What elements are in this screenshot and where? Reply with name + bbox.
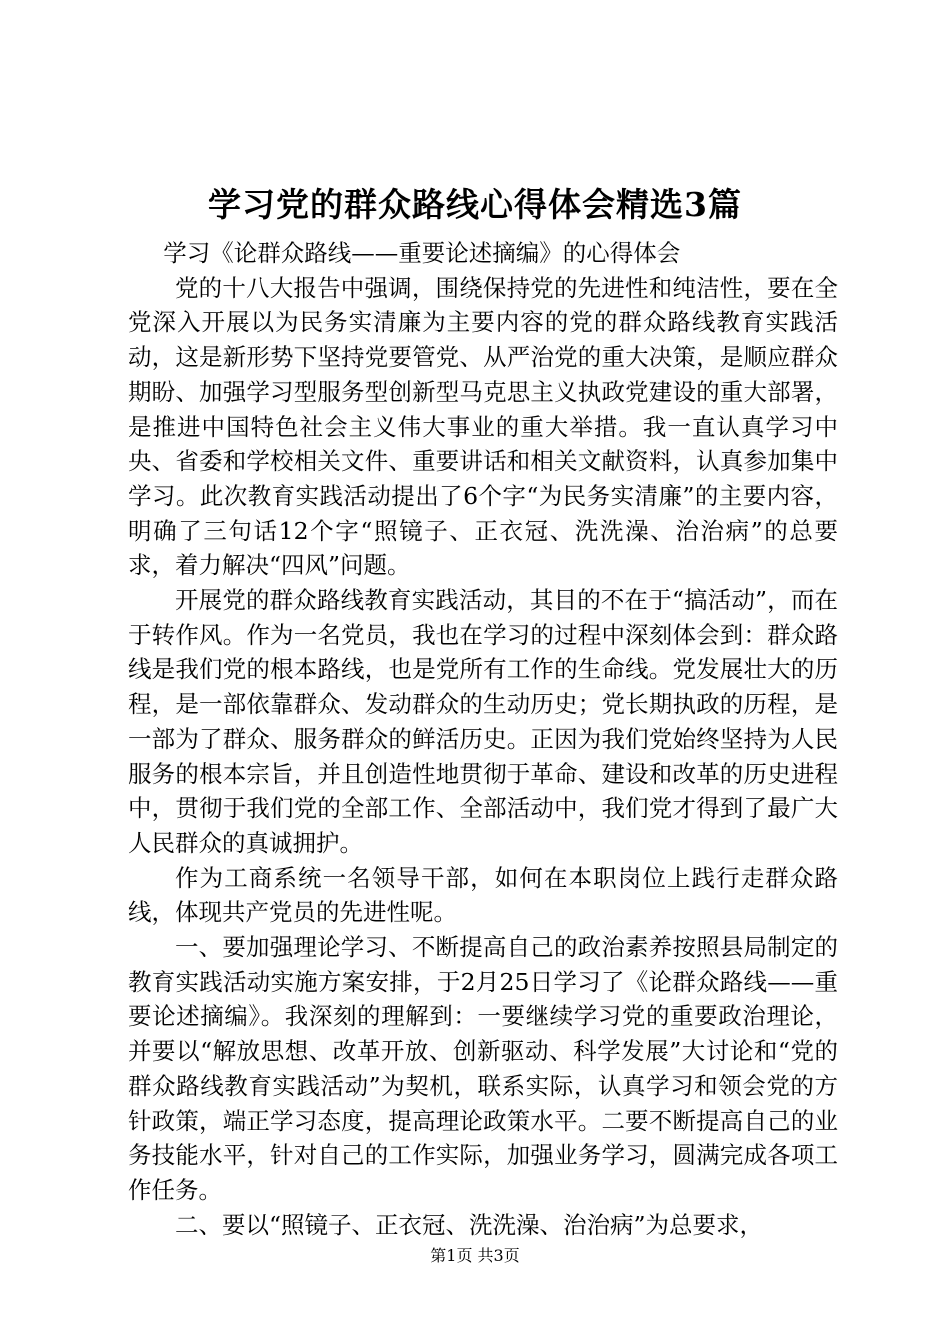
- body-paragraph: 开展党的群众路线教育实践活动，其目的不在于“搞活动”，而在于转作风。作为一名党员，我也在学习的过程中深刻体会到：群众路线是我们党的根本路线，也是党所有工作的生命线。党发展壮大的历程，是一部依靠群众、发动群众的生动历史；党长期执政的历程，是一部为了群众、服务群众的鲜活历史。正因为我们党始终坚持为人民服务的根本宗旨，并且创造性地贯彻于革命、建设和改革的历史进程中，贯彻于我们党的全部工作、全部活动中，我们党才得到了最广大人民群众的真诚拥护。: [128, 586, 838, 857]
- document-title: 学习党的群众路线心得体会精选3篇: [208, 185, 742, 224]
- subtitle-paragraph: 学习《论群众路线——重要论述摘编》的心得体会: [163, 239, 681, 267]
- page-footer: 第1页 共3页: [430, 1246, 520, 1265]
- body-paragraph: 作为工商系统一名领导干部，如何在本职岗位上践行走群众路线，体现共产党员的先进性呢。: [128, 863, 838, 927]
- document-body: [128, 236, 838, 1242]
- body-paragraph: 一、要加强理论学习、不断提高自己的政治素养按照县局制定的教育实践活动实施方案安排，于2月25日学习了《论群众路线——重要论述摘编》。我深刻的理解到：一要继续学习党的重要政治理论，并要以“解放思想、改革开放、创新驱动、科学发展”大讨论和“党的群众路线教育实践活动”为契机，联系实际，认真学习和领会党的方针政策，端正学习态度，提高理论政策水平。二要不断提高自己的业务技能水平，针对自己的工作实际，加强业务学习，圆满完成各项工作任务。: [128, 933, 838, 1204]
- body-paragraph: 二、要以“照镜子、正衣冠、洗洗澡、治治病”为总要求，: [175, 1210, 764, 1239]
- body-paragraph: 党的十八大报告中强调，围绕保持党的先进性和纯洁性，要在全党深入开展以为民务实清廉为主要内容的党的群众路线教育实践活动，这是新形势下坚持党要管党、从严治党的重大决策，是顺应群众期盼、加强学习型服务型创新型马克思主义执政党建设的重大部署，是推进中国特色社会主义伟大事业的重大举措。我一直认真学习中央、省委和学校相关文件、重要讲话和相关文献资料，认真参加集中学习。此次教育实践活动提出了6个字“为民务实清廉”的主要内容，明确了三句话12个字“照镜子、正衣冠、洗洗澡、治治病”的总要求，着力解决“四风”问题。: [128, 273, 838, 580]
